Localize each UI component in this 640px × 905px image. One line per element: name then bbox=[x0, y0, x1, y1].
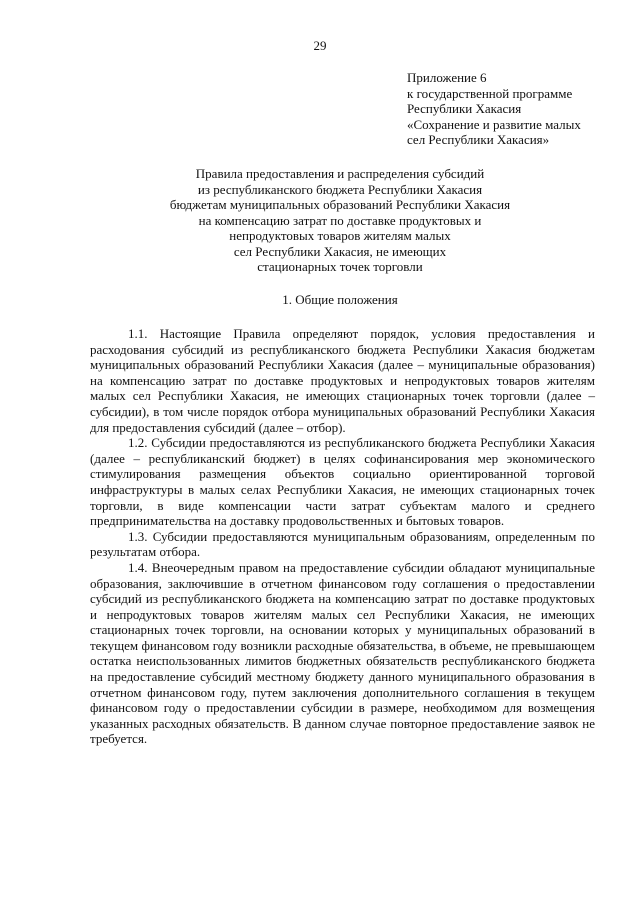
title-line: Правила предоставления и распределения субсидий bbox=[195, 166, 485, 181]
title-line: из республиканского бюджета Республики Хакасия bbox=[197, 181, 483, 197]
paragraph-1-4: 1.4. Внеочередным правом на предоставление субсидии обладают муниципальные образования, заключившие в отчетном финансовом году соглашения о предоставлении субсидий из республиканского бюджета на компенсацию затрат по доставке продуктовых и непродуктовых товаров жителям малых сел Республики Хакасия, не имеющих стационарных точек торговли, на основании которых у муниципальных образований в текущем финансовом году возникли расходные обязательства, в объеме, не превышающем остатка неиспользованных лимитов бюджетных обязательств республиканского бюджета на предоставление субсидий местному бюджету данного муниципального образования в отчетном финансовом году, путем заключения дополнительного соглашения в текущем финансовом году о предоставлении субсидии в размере, необходимом для возмещения указанных расходных обязательств. В данном случае повторное предоставление заявок не требуется. bbox=[90, 559, 595, 747]
appendix-line: Республики Хакасия bbox=[407, 101, 522, 116]
title-line: стационарных точек торговли bbox=[257, 259, 423, 274]
appendix-line: к государственной программе bbox=[407, 85, 573, 101]
title-line: на компенсацию затрат по доставке продуктовых и bbox=[198, 212, 482, 228]
appendix-reference bbox=[407, 70, 607, 148]
title-line: сел Республики Хакасия, не имеющих bbox=[233, 243, 447, 259]
appendix-line: сел Республики Хакасия» bbox=[407, 132, 550, 147]
paragraph-1-3: 1.3. Субсидии предоставляются муниципальным образованиям, определенным по результатам отбора. bbox=[90, 528, 595, 560]
paragraph-1-1: 1.1. Настоящие Правила определяют порядок, условия предоставления и расходования субсидий из республиканского бюджета Республики Хакасия бюджетам муниципальных образований Республики Хакасия (далее – муниципальные образования) на компенсацию затрат по доставке продуктовых и непродуктовых товаров жителям малых сел Республики Хакасия, не имеющих стационарных точек торговли (далее – субсидии), в том числе порядок отбора муниципальных образований Республики Хакасия для предоставления субсидий (далее – отбор). bbox=[90, 326, 595, 435]
title-line: бюджетам муниципальных образований Республики Хакасия bbox=[169, 197, 511, 212]
document-title bbox=[100, 166, 580, 275]
appendix-line: Приложение 6 bbox=[407, 70, 487, 85]
paragraph-1-2: 1.2. Субсидии предоставляются из республиканского бюджета Республики Хакасия (далее – республиканский бюджет) в целях софинансирования мер экономического стимулирования размещения объектов социально ориентированной торговой инфраструктуры в малых селах Республики Хакасия, не имеющих стационарных точек торговли, в виде компенсации части затрат субъектам малого и среднего предпринимательства на доставку продовольственных и бытовых товаров. bbox=[90, 435, 595, 529]
document-body bbox=[90, 326, 595, 747]
page-number: 29 bbox=[313, 38, 327, 53]
section-heading: 1. Общие положения bbox=[282, 292, 398, 307]
title-line: непродуктовых товаров жителям малых bbox=[229, 228, 451, 243]
appendix-line: «Сохранение и развитие малых bbox=[407, 116, 581, 132]
